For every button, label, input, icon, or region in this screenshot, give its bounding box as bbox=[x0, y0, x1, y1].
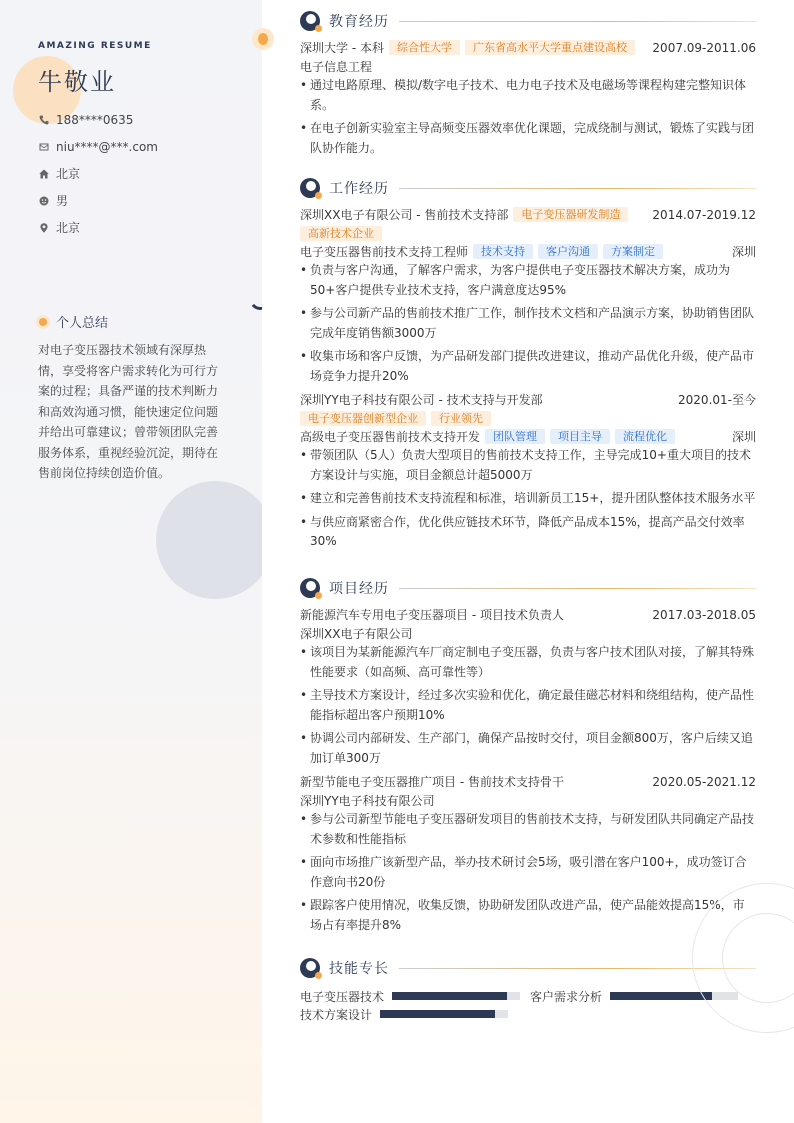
section-projects bbox=[300, 577, 756, 939]
phone-icon bbox=[38, 114, 50, 126]
decorative-dot bbox=[252, 28, 274, 50]
section-icon bbox=[300, 178, 320, 198]
contact-text: 北京 bbox=[56, 221, 81, 235]
list-item: • 参与公司新产品的售前技术推广工作，制作技术文档和产品演示方案，协助销售团队完成年度销售额3000万 bbox=[300, 304, 756, 343]
bullet-list bbox=[300, 76, 756, 158]
date-range: 2017.03-2018.05 bbox=[652, 607, 756, 622]
job-entry bbox=[300, 205, 756, 386]
list-item: • 跟踪客户使用情况，收集反馈，协助研发团队改进产品，使产品能效提高15%，市场占有率提升8% bbox=[300, 896, 756, 935]
gender-icon bbox=[38, 195, 50, 207]
skill-name: 电子变压器技术 bbox=[300, 989, 385, 1004]
skill-bar bbox=[392, 992, 520, 1000]
section-icon bbox=[300, 578, 320, 598]
project-org: 深圳XX电子有限公司 bbox=[300, 627, 413, 641]
sidebar bbox=[0, 0, 262, 1123]
list-item: • 与供应商紧密合作，优化供应链技术环节，降低产品成本15%，提高产品交付效率30% bbox=[300, 513, 756, 552]
divider bbox=[399, 21, 756, 22]
contact-text: 188****0635 bbox=[56, 112, 134, 127]
section-header bbox=[300, 577, 756, 599]
company-tag: 电子变压器创新型企业 bbox=[300, 411, 426, 426]
divider bbox=[399, 188, 756, 189]
date-range: 2014.07-2019.12 bbox=[652, 207, 756, 222]
decorative-arc bbox=[248, 288, 262, 311]
skill-tag: 方案制定 bbox=[603, 244, 663, 259]
project-entry bbox=[300, 772, 756, 935]
skill-name: 客户需求分析 bbox=[530, 989, 603, 1004]
section-icon bbox=[300, 11, 320, 31]
summary-heading bbox=[36, 312, 108, 331]
contact-text: 北京 bbox=[56, 167, 81, 181]
list-item: • 该项目为某新能源汽车厂商定制电子变压器，负责与客户技术团队对接，了解其特殊性能要求（如高频、高可靠性等） bbox=[300, 643, 756, 682]
contact-email bbox=[38, 133, 158, 160]
list-item: • 建立和完善售前技术支持流程和标准，培训新员工15+，提升团队整体技术服务水平 bbox=[300, 489, 756, 509]
date-range: 2020.01-至今 bbox=[678, 393, 756, 407]
section-title: 项目经历 bbox=[329, 581, 389, 597]
contact-list bbox=[38, 106, 158, 241]
section-title: 工作经历 bbox=[329, 181, 389, 197]
brand-label: AMAZING RESUME bbox=[38, 41, 152, 51]
list-item: • 主导技术方案设计，经过多次实验和优化，确定最佳磁芯材料和绕组结构，使产品性能指标超出客户预期10% bbox=[300, 686, 756, 725]
bullet-list bbox=[300, 446, 756, 552]
date-range: 2007.09-2011.06 bbox=[652, 40, 756, 55]
city: 深圳 bbox=[731, 245, 756, 259]
candidate-name: 牛敬业 bbox=[38, 68, 116, 96]
company-tag: 电子变压器研发制造 bbox=[513, 207, 628, 222]
major bbox=[300, 57, 756, 76]
school-tag: 综合性大学 bbox=[389, 40, 460, 55]
skill-tag: 团队管理 bbox=[485, 429, 545, 444]
skill-tag: 技术支持 bbox=[473, 244, 533, 259]
skill-tag: 流程优化 bbox=[615, 429, 675, 444]
contact-phone bbox=[38, 106, 158, 133]
bullet-list bbox=[300, 261, 756, 386]
list-item: • 带领团队（5人）负责大型项目的售前技术支持工作，主导完成10+重大项目的技术方案设计与实施，项目金额总计超5000万 bbox=[300, 446, 756, 485]
list-item: • 参与公司新型节能电子变压器研发项目的售前技术支持，与研发团队共同确定产品技术参数和性能指标 bbox=[300, 810, 756, 849]
date-range: 2020.05-2021.12 bbox=[652, 774, 756, 789]
skill-bar bbox=[380, 1010, 508, 1018]
section-header bbox=[300, 10, 756, 32]
summary-title: 个人总结 bbox=[56, 316, 109, 331]
skill-tag: 项目主导 bbox=[550, 429, 610, 444]
contact-gender bbox=[38, 187, 158, 214]
list-item: • 收集市场和客户反馈，为产品研发部门提供改进建议，推动产品优化升级，使产品市场竞争力提升20% bbox=[300, 347, 756, 386]
education-row bbox=[300, 38, 756, 57]
school-name: 深圳大学 - 本科 bbox=[300, 41, 384, 55]
company-tag: 高新技术企业 bbox=[300, 226, 382, 241]
decorative-circle bbox=[156, 481, 262, 599]
list-item: • 在电子创新实验室主导高频变压器效率优化课题，完成绕制与测试，锻炼了实践与团队协作能力。 bbox=[300, 119, 756, 158]
position-title: 电子变压器售前技术支持工程师 bbox=[300, 245, 469, 259]
section-title: 技能专长 bbox=[329, 961, 389, 977]
mail-icon bbox=[38, 141, 50, 153]
contact-location bbox=[38, 214, 158, 241]
bullet-dot-icon bbox=[36, 315, 50, 329]
company-tag: 行业领先 bbox=[431, 411, 491, 426]
home-icon bbox=[38, 168, 50, 180]
section-education bbox=[300, 10, 756, 162]
skill-bar-fill bbox=[380, 1010, 495, 1018]
section-skills bbox=[300, 957, 756, 1023]
skill-bar-fill bbox=[392, 992, 507, 1000]
divider bbox=[399, 588, 756, 589]
contact-text: 男 bbox=[56, 194, 69, 208]
section-work bbox=[300, 177, 756, 556]
school-tag: 广东省高水平大学重点建设高校 bbox=[465, 40, 635, 55]
company-name: 深圳XX电子有限公司 - 售前技术支持部 bbox=[300, 208, 509, 222]
skill-bar-fill bbox=[610, 992, 712, 1000]
bullet-list bbox=[300, 810, 756, 935]
company-name: 深圳YY电子科技有限公司 - 技术支持与开发部 bbox=[300, 393, 543, 407]
list-item: • 协调公司内部研发、生产部门，确保产品按时交付，项目金额800万，客户后续又追加订单300万 bbox=[300, 729, 756, 768]
section-icon bbox=[300, 958, 320, 978]
section-header bbox=[300, 177, 756, 199]
summary-text: 对电子变压器技术领域有深厚热情，享受将客户需求转化为可行方案的过程；具备严谨的技术判断力和高效沟通习惯，能快速定位问题并给出可靠建议；曾带领团队完善服务体系，重视经验沉淀，期待在售前岗位持续创造价值。 bbox=[38, 343, 219, 480]
contact-text: niu****@***.com bbox=[56, 139, 158, 154]
job-entry bbox=[300, 390, 756, 552]
contact-home bbox=[38, 160, 158, 187]
city: 深圳 bbox=[731, 430, 756, 444]
bullet-list bbox=[300, 643, 756, 768]
list-item: • 负责与客户沟通，了解客户需求，为客户提供电子变压器技术解决方案，成功为50+客户提供专业技术支持，客户满意度达95% bbox=[300, 261, 756, 300]
major-text: 电子信息工程 bbox=[300, 60, 373, 74]
project-entry bbox=[300, 605, 756, 768]
skill-tag: 客户沟通 bbox=[538, 244, 598, 259]
project-name: 新能源汽车专用电子变压器项目 - 项目技术负责人 bbox=[300, 608, 564, 622]
project-name: 新型节能电子变压器推广项目 - 售前技术支持骨干 bbox=[300, 775, 564, 789]
list-item: • 面向市场推广该新型产品，举办技术研讨会5场，吸引潜在客户100+，成功签订合作意向书20份 bbox=[300, 853, 756, 892]
section-title: 教育经历 bbox=[329, 14, 389, 30]
skill-name: 技术方案设计 bbox=[300, 1007, 373, 1022]
section-header bbox=[300, 957, 756, 979]
position-title: 高级电子变压器售前技术支持开发 bbox=[300, 430, 481, 444]
location-pin-icon bbox=[38, 222, 50, 234]
list-item: • 通过电路原理、模拟/数字电子技术、电力电子技术及电磁场等课程构建完整知识体系。 bbox=[300, 76, 756, 115]
project-org: 深圳YY电子科技有限公司 bbox=[300, 794, 435, 808]
